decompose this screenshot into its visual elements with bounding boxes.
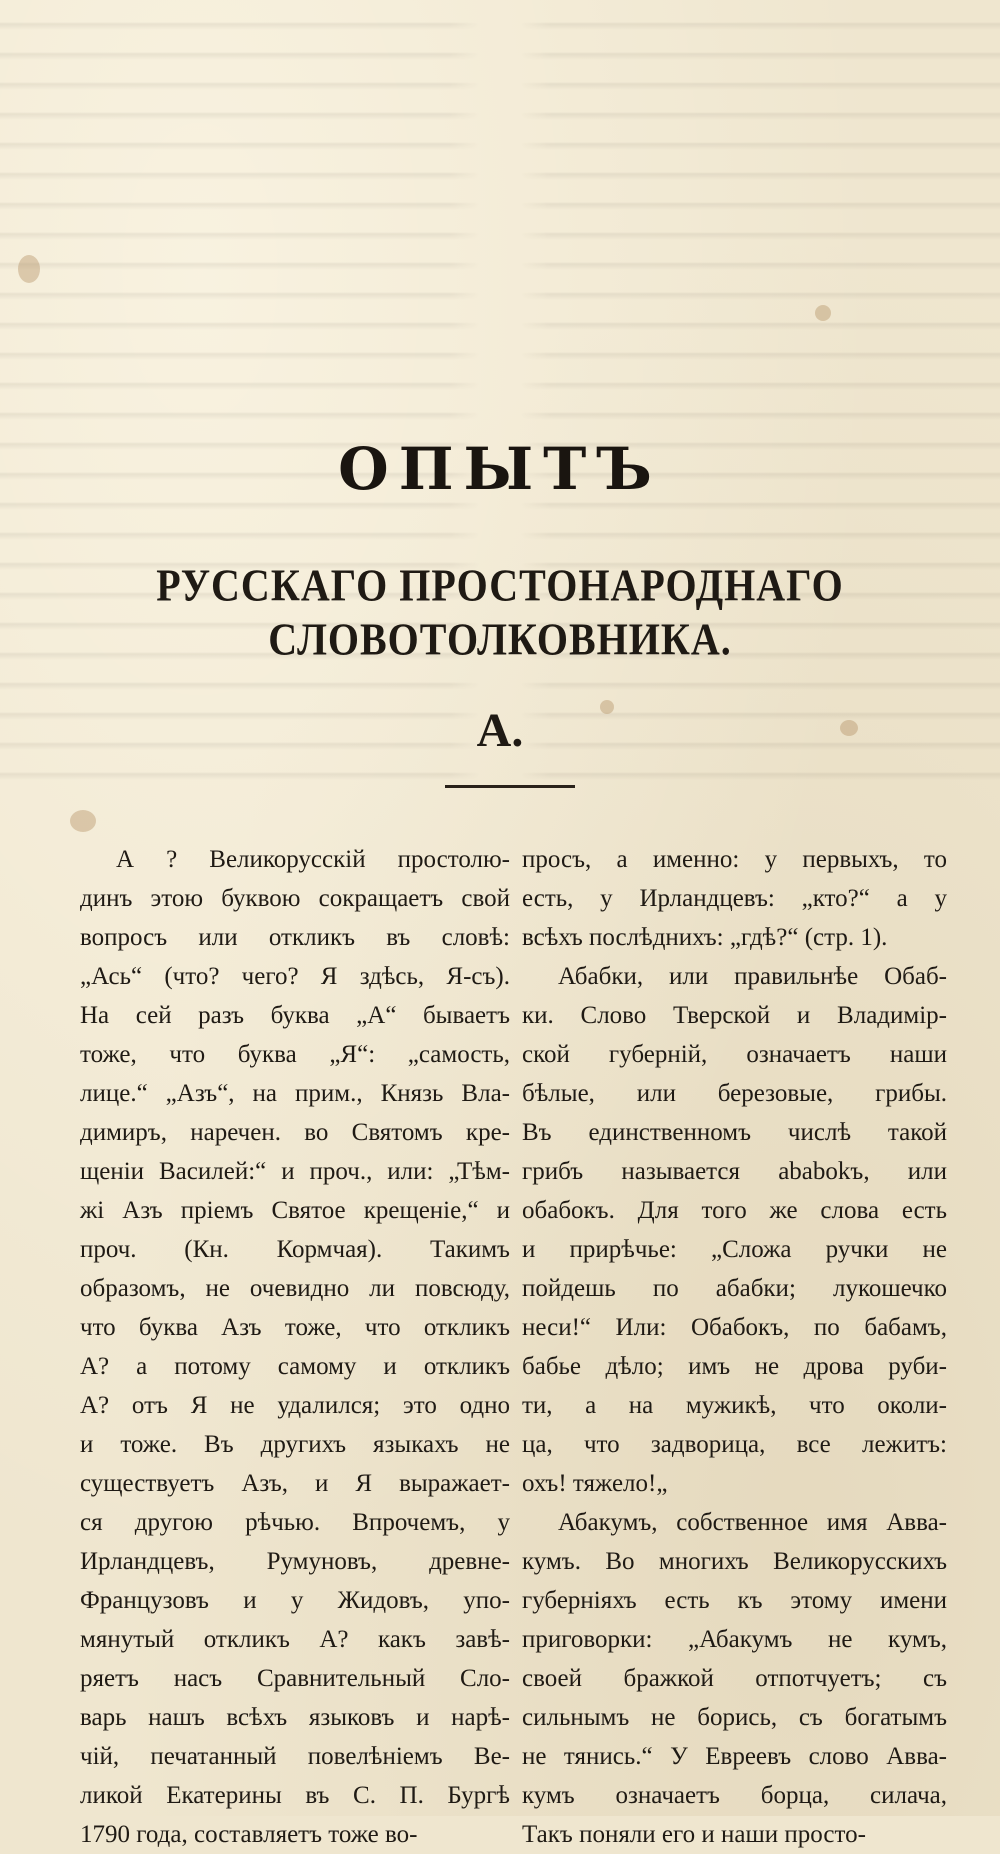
text-line: А? а потому самому и откликъ bbox=[80, 1353, 510, 1380]
text-line: кумъ. Во многихъ Великорусскихъ bbox=[522, 1548, 947, 1575]
text-line: Въ единственномъ числѣ такой bbox=[522, 1119, 947, 1146]
text-line: Французовъ и у Жидовъ, упо- bbox=[80, 1587, 510, 1614]
main-title: ОПЫТЪ bbox=[338, 435, 662, 503]
text-line: губерніяхъ есть къ этому имени bbox=[522, 1587, 947, 1614]
text-line: неси!“ Или: Обабокъ, по бабамъ, bbox=[522, 1314, 947, 1341]
text-line: Ирландцевъ, Румуновъ, древне- bbox=[80, 1548, 510, 1575]
text-line: мянутый откликъ А? какъ завѣ- bbox=[80, 1626, 510, 1653]
text-line: чій, печатанный повелѣніемъ Ве- bbox=[80, 1743, 510, 1770]
text-line: проч. (Кн. Кормчая). Такимъ bbox=[80, 1236, 510, 1263]
section-rule bbox=[445, 785, 575, 788]
text-line: ликой Екатерины въ С. П. Бургѣ bbox=[80, 1782, 510, 1809]
text-line: ти, а на мужикѣ, что околи- bbox=[522, 1392, 947, 1419]
text-line: кумъ означаетъ борца, силача, bbox=[522, 1782, 947, 1809]
text-line: ся другою рѣчью. Впрочемъ, у bbox=[80, 1509, 510, 1536]
text-line: лице.“ „Азъ“, на прим., Князь Вла- bbox=[80, 1080, 510, 1107]
bleed-through-texture bbox=[0, 0, 1000, 800]
text-line: Такъ поняли его и наши просто- bbox=[522, 1821, 866, 1848]
text-line: ца, что задворица, все лежитъ: bbox=[522, 1431, 947, 1458]
text-line: есть, у Ирландцевъ: „кто?“ а у bbox=[522, 885, 947, 912]
text-line: „Ась“ (что? чего? Я здѣсь, Я-съ). bbox=[80, 963, 510, 990]
text-line: динъ этою буквою сокращаетъ свой bbox=[80, 885, 510, 912]
text-line: варь нашъ всѣхъ языковъ и нарѣ- bbox=[80, 1704, 510, 1731]
text-line: На сей разъ буква „А“ бываетъ bbox=[80, 1002, 510, 1029]
foxing-spot bbox=[70, 810, 96, 832]
right-column bbox=[522, 840, 947, 1854]
text-line: Абакумъ, собственное имя Авва- bbox=[558, 1509, 947, 1536]
text-line: ки. Слово Тверской и Владимір- bbox=[522, 1002, 947, 1029]
text-line: всѣхъ послѣднихъ: „гдѣ?“ (стр. 1). bbox=[522, 924, 888, 951]
text-line: просъ, а именно: у первыхъ, то bbox=[522, 846, 947, 873]
text-line: существуетъ Азъ, и Я выражает- bbox=[80, 1470, 510, 1497]
text-line: А? отъ Я не удалился; это одно bbox=[80, 1392, 510, 1419]
text-line: пойдешь по абабки; лукошечко bbox=[522, 1275, 947, 1302]
text-line: димиръ, наречен. во Святомъ кре- bbox=[80, 1119, 510, 1146]
left-column bbox=[80, 840, 510, 1854]
text-line: своей бражкой отпотчуетъ; съ bbox=[522, 1665, 947, 1692]
text-line: обабокъ. Для того же слова есть bbox=[522, 1197, 947, 1224]
text-line: 1790 года, составляетъ тоже во- bbox=[80, 1821, 418, 1848]
text-line: ряетъ насъ Сравнительный Сло- bbox=[80, 1665, 510, 1692]
text-line: Абабки, или правильнѣе Обаб- bbox=[558, 963, 947, 990]
text-line: ской губерній, означаетъ наши bbox=[522, 1041, 947, 1068]
foxing-spot bbox=[18, 255, 40, 283]
text-line: бабье дѣло; имъ не дрова руби- bbox=[522, 1353, 947, 1380]
text-line: сильнымъ не борись, съ богатымъ bbox=[522, 1704, 947, 1731]
text-line: грибъ называется ababokъ, или bbox=[522, 1158, 947, 1185]
text-line: что буква Азъ тоже, что откликъ bbox=[80, 1314, 510, 1341]
foxing-spot bbox=[815, 305, 831, 321]
text-line: и прирѣчье: „Сложа ручки не bbox=[522, 1236, 947, 1263]
section-letter: А. bbox=[476, 704, 524, 757]
text-line: А ? Великорусскій простолю- bbox=[116, 846, 510, 873]
text-line: вопросъ или откликъ въ словѣ: bbox=[80, 924, 510, 951]
text-line: и тоже. Въ другихъ языкахъ не bbox=[80, 1431, 510, 1458]
text-line: бѣлые, или березовые, грибы. bbox=[522, 1080, 947, 1107]
text-line: охъ! тяжело!„ bbox=[522, 1470, 668, 1497]
text-line: не тянись.“ У Евреевъ слово Авва- bbox=[522, 1743, 947, 1770]
text-line: приговорки: „Абакумъ не кумъ, bbox=[522, 1626, 947, 1653]
text-line: щеніи Василей:“ и проч., или: „Тѣм- bbox=[80, 1158, 510, 1185]
text-line: образомъ, не очевидно ли повсюду, bbox=[80, 1275, 510, 1302]
subtitle: РУССКАГО ПРОСТОНАРОДНАГО СЛОВОТОЛКОВНИКА. bbox=[156, 559, 844, 665]
text-line: тоже, что буква „Я“: „самость, bbox=[80, 1041, 510, 1068]
text-line: жі Азъ пріемъ Святое крещеніе,“ и bbox=[80, 1197, 510, 1224]
